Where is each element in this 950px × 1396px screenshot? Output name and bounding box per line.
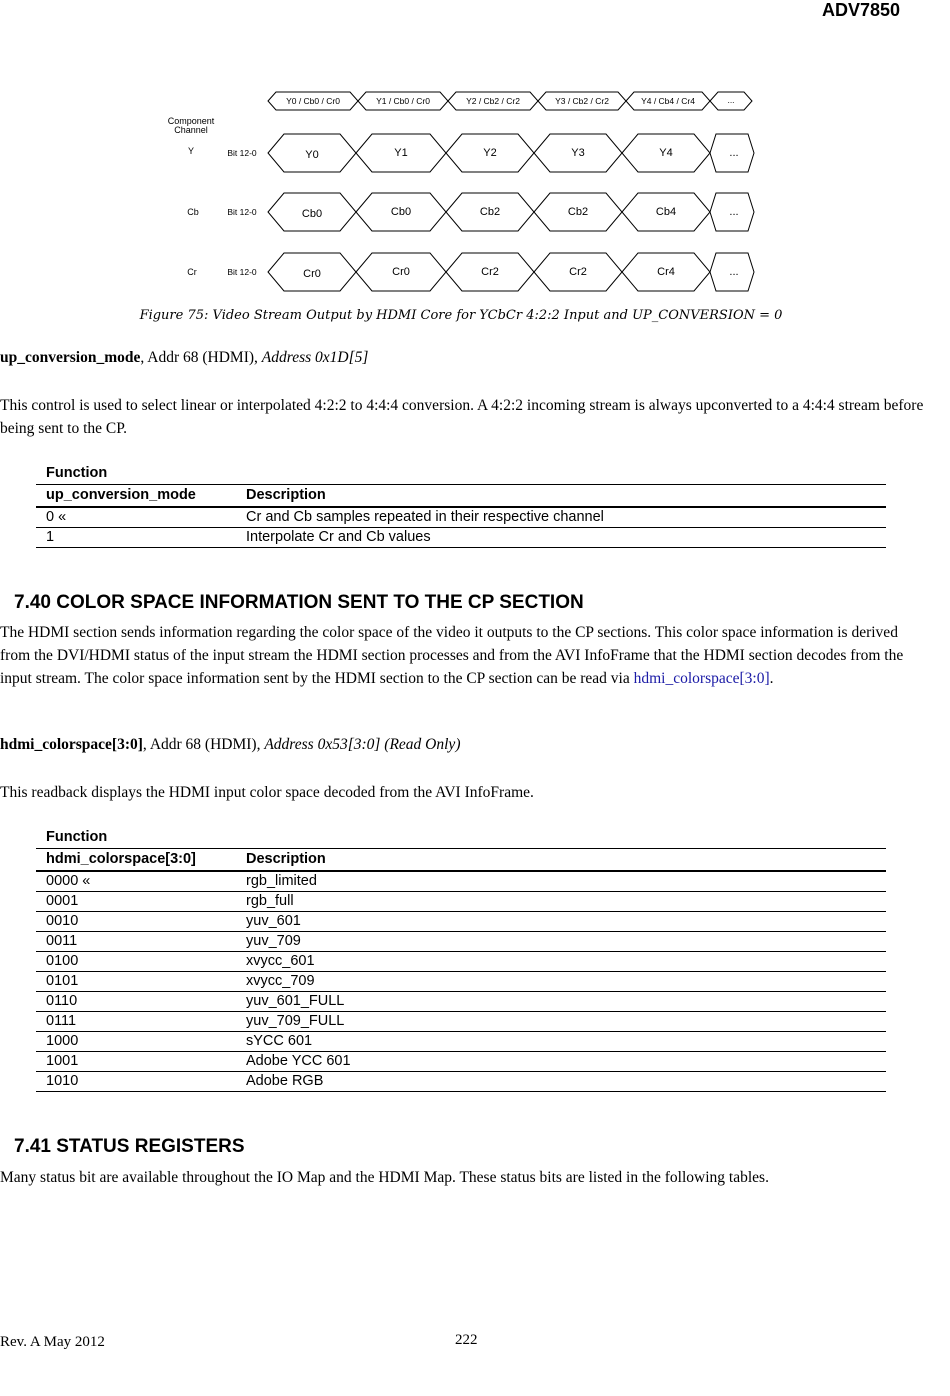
cr-cell-1: Cr0: [392, 266, 410, 278]
y-cell-4: Y4: [659, 147, 673, 159]
y-cell-2: Y2: [483, 147, 497, 159]
section-7-40-text: The HDMI section sends information regarding the color space of the video it outputs to the CP sections. This color space information is derived from the DVI/HDMI status of the input stream the HDMI section processes and from the AVI InfoFrame that the HDMI section decodes from the input stream. The color space information sent by the HDMI section to the CP section can be read via: [0, 624, 904, 687]
table-row: [36, 932, 886, 952]
table-row: [36, 892, 886, 912]
table-cell-desc: Cr and Cb samples repeated in their respective channel: [236, 507, 886, 528]
table-cell-value: 1: [36, 528, 236, 548]
register-addr: , Addr 68 (HDMI),: [142, 736, 265, 753]
cb-row-cells: [268, 193, 754, 231]
y-cell-3: Y3: [571, 147, 585, 159]
row-bits-cb: Bit 12-0: [227, 207, 257, 217]
row-bits-cr: Bit 12-0: [227, 267, 257, 277]
register-address: Address 0x1D[5]: [261, 349, 369, 366]
register-line-hdmi-colorspace: [0, 736, 460, 754]
table-header-col2: Description: [236, 485, 886, 508]
table-cell-desc: rgb_limited: [236, 871, 886, 892]
table-caption: Function: [36, 827, 886, 849]
cr-cell-4: Cr4: [657, 266, 675, 278]
table-cell-desc: yuv_709: [236, 932, 886, 952]
hdmi-colorspace-link[interactable]: hdmi_colorspace[3:0]: [633, 670, 770, 687]
ribbon-label-5: ...: [727, 95, 735, 105]
cr-cell-2: Cr2: [481, 266, 499, 278]
table-caption: Function: [36, 463, 886, 485]
table-cell-value: 0011: [36, 932, 236, 952]
cr-cell-5: ...: [729, 266, 739, 278]
cb-cell-0: Cb0: [301, 208, 323, 220]
y-cell-5: ...: [729, 147, 739, 159]
section-title-7-41: 7.41 STATUS REGISTERS: [14, 1136, 245, 1157]
table-header-col2: Description: [236, 849, 886, 872]
register-name: up_conversion_mode: [0, 349, 141, 366]
section-7-40-paragraph: [0, 621, 930, 690]
y-cell-1: Y1: [394, 147, 408, 159]
section-7-41-paragraph: Many status bit are available throughout the IO Map and the HDMI Map. These status bits are listed in the following tables.: [0, 1169, 769, 1186]
document-id: ADV7850: [821, 0, 900, 20]
hdmi-colorspace-function-table: [36, 827, 886, 1092]
section-7-40-text-end: .: [769, 670, 774, 687]
register-address: Address 0x53[3:0] (Read Only): [264, 736, 461, 753]
table-header-col1: up_conversion_mode: [36, 485, 236, 508]
table-cell-desc: yuv_601: [236, 912, 886, 932]
table-cell-desc: yuv_601_FULL: [236, 992, 886, 1012]
table-row: [36, 912, 886, 932]
table-header-col1: hdmi_colorspace[3:0]: [36, 849, 236, 872]
section-title-7-40: 7.40 COLOR SPACE INFORMATION SENT TO THE CP SECTION: [14, 592, 584, 613]
table-cell-desc: Interpolate Cr and Cb values: [236, 528, 886, 548]
table-row: [36, 1012, 886, 1032]
component-label: Component: [167, 116, 215, 126]
table-row: [36, 871, 886, 892]
table-cell-value: 0110: [36, 992, 236, 1012]
cr-cell-0: Cr0: [303, 268, 321, 280]
table-row: [36, 528, 886, 548]
table-cell-value: 0100: [36, 952, 236, 972]
row-channel-cb: Cb: [187, 207, 199, 217]
table-row: [36, 1072, 886, 1092]
ribbon-label-1: Y1 / Cb0 / Cr0: [376, 96, 430, 106]
table-cell-desc: xvycc_709: [236, 972, 886, 992]
table-cell-value: 1001: [36, 1052, 236, 1072]
cb-cell-1: Cb0: [390, 206, 412, 218]
ribbon-label-0: Y0 / Cb0 / Cr0: [286, 96, 340, 106]
cr-cell-3: Cr2: [569, 266, 587, 278]
ribbon-label-2: Y2 / Cb2 / Cr2: [466, 96, 520, 106]
y-cell-0: Y0: [305, 149, 319, 161]
table-cell-value: 0000 «: [36, 871, 236, 892]
table-cell-desc: Adobe RGB: [236, 1072, 886, 1092]
cr-row-cells: [268, 253, 754, 291]
table-row: [36, 952, 886, 972]
table-cell-desc: yuv_709_FULL: [236, 1012, 886, 1032]
up-conversion-function-table: [36, 463, 886, 548]
ribbon-label-3: Y3 / Cb2 / Cr2: [555, 96, 609, 106]
table-cell-value: 0 «: [36, 507, 236, 528]
table-row: [36, 1032, 886, 1052]
table-cell-value: 1000: [36, 1032, 236, 1052]
table-cell-desc: xvycc_601: [236, 952, 886, 972]
page-number: 222: [455, 1332, 478, 1348]
up-conversion-description: This control is used to select linear or interpolated 4:2:2 to 4:4:4 conversion. A 4:2:2 incoming stream is always upconverted to a 4:4:4 stream before being sent to the CP.: [0, 397, 924, 437]
cb-cell-2: Cb2: [479, 206, 501, 218]
table-cell-desc: sYCC 601: [236, 1032, 886, 1052]
table-cell-value: 0101: [36, 972, 236, 992]
figure-caption: Figure 75: Video Stream Output by HDMI Core for YCbCr 4:2:2 Input and UP_CONVERSION = 0: [139, 308, 783, 323]
table-row: [36, 972, 886, 992]
table-cell-value: 0001: [36, 892, 236, 912]
cb-cell-5: ...: [729, 206, 739, 218]
table-cell-value: 0111: [36, 1012, 236, 1032]
y-row-cells: [268, 134, 754, 172]
table-row: [36, 1052, 886, 1072]
table-row: [36, 507, 886, 528]
cb-cell-3: Cb2: [567, 206, 589, 218]
register-addr: , Addr 68 (HDMI),: [140, 349, 262, 366]
row-channel-y: Y: [187, 146, 195, 156]
channel-label: Channel: [174, 125, 208, 135]
row-bits-y: Bit 12-0: [227, 148, 257, 158]
video-stream-timing-diagram: [160, 84, 760, 294]
row-channel-cr: Cr: [187, 267, 197, 277]
table-row: [36, 992, 886, 1012]
hdmi-colorspace-description: This readback displays the HDMI input color space decoded from the AVI InfoFrame.: [0, 784, 534, 801]
register-line-up-conversion: [0, 349, 368, 367]
footer-revision: Rev. A May 2012: [0, 1334, 105, 1350]
register-name: hdmi_colorspace[3:0]: [0, 736, 143, 753]
cb-cell-4: Cb4: [655, 206, 677, 218]
table-cell-desc: Adobe YCC 601: [236, 1052, 886, 1072]
ribbon-label-4: Y4 / Cb4 / Cr4: [641, 96, 695, 106]
table-cell-desc: rgb_full: [236, 892, 886, 912]
table-cell-value: 0010: [36, 912, 236, 932]
table-cell-value: 1010: [36, 1072, 236, 1092]
